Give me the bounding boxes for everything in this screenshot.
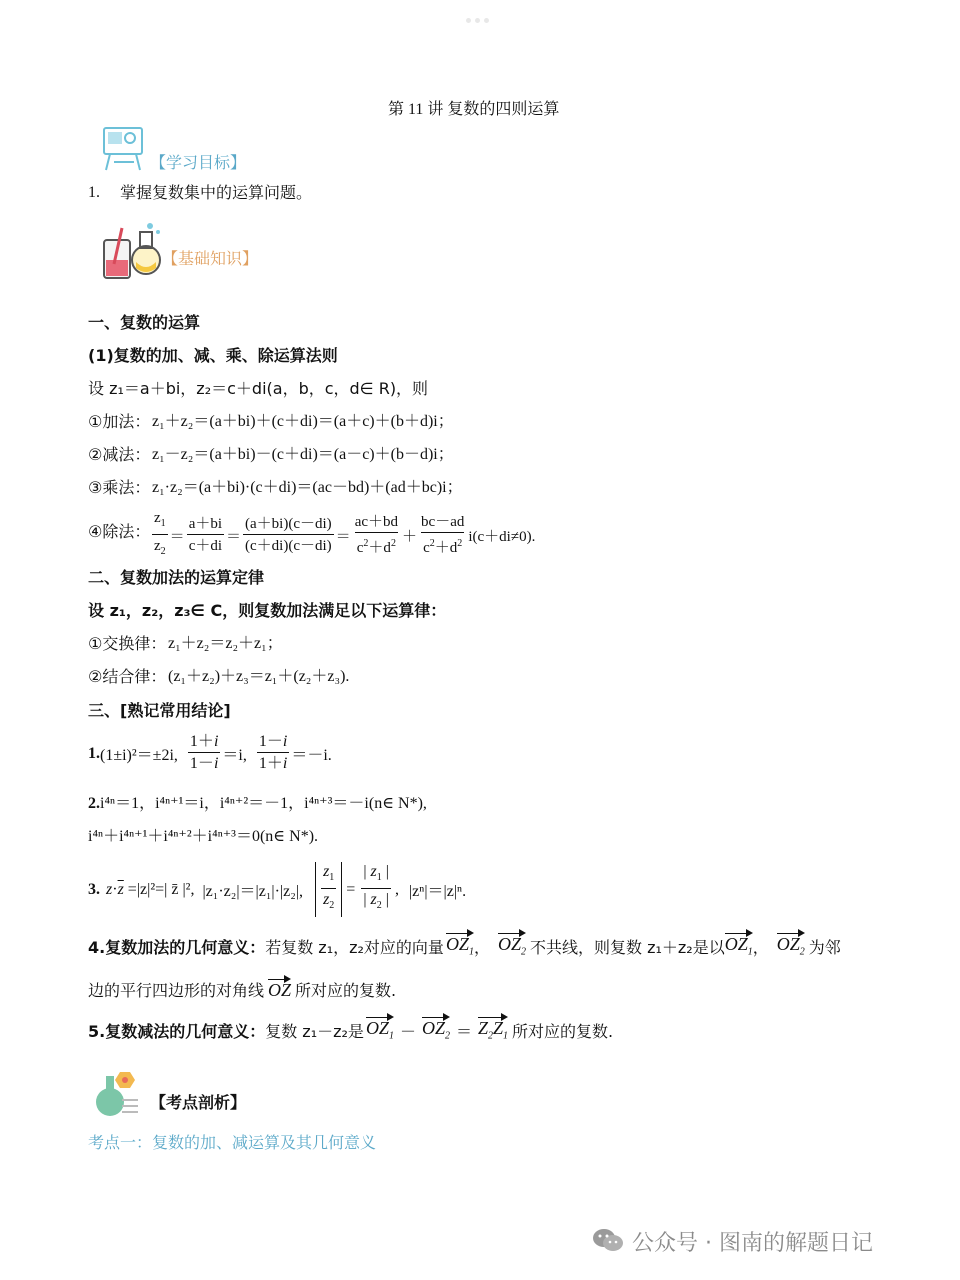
- division-tail: i(c＋di≠0).: [468, 529, 536, 545]
- subsection-heading-1: (1)复数的加、减、乘、除运算法则: [88, 346, 338, 365]
- conclusion-2-line-2: i⁴ⁿ＋i⁴ⁿ⁺¹＋i⁴ⁿ⁺²＋i⁴ⁿ⁺³＝0(n∈ N*).: [88, 828, 319, 845]
- conclusion-1-head: (1±i)²＝±2i,: [100, 747, 178, 764]
- conclusion-2-line-1: [88, 792, 427, 816]
- analysis-label: 【考点剖析】: [150, 1093, 247, 1112]
- conclusion-1-prefix: 1.: [88, 744, 100, 762]
- page-indicator-dots: [464, 8, 491, 27]
- wechat-account-label: 公众号 · 图南的解题日记: [632, 1231, 873, 1256]
- conclusion-4-line-2-a: 边的平行四边形的对角线: [88, 981, 265, 1000]
- conclusion-4-text-a: 若复数 z₁，z₂对应的向量: [265, 937, 444, 957]
- goal-item-text: 掌握复数集中的运算问题。: [120, 183, 313, 202]
- vector-oz1-b: $OZ_1$: [724, 934, 753, 958]
- page-title: 第 11 讲 复数的四则运算: [388, 101, 560, 118]
- vector-z2z1: $Z_2Z_1$: [478, 1018, 509, 1042]
- conclusion-2-prefix: 2.: [88, 795, 100, 812]
- associative-formula: (z₁＋z₂)＋z₃＝z₁＋(z₂＋z₃).: [168, 668, 350, 685]
- conclusion-4-line-2: [88, 978, 396, 1001]
- wechat-icon: [592, 1226, 624, 1254]
- division-label: ④除法：: [88, 522, 151, 541]
- conclusion-4-title: 4.复数加法的几何意义：: [88, 937, 266, 957]
- kaodian-1-heading: 考点一：复数的加、减运算及其几何意义: [88, 1133, 377, 1152]
- conclusion-3-part-2: |z₁·z₂|＝|z₁|·|z₂|,: [202, 883, 304, 901]
- vector-oz2: $OZ_2$: [497, 934, 526, 958]
- commutative-label: ①交换律：: [88, 634, 167, 653]
- basics-label: 【基础知识】: [162, 249, 259, 268]
- multiplication-formula: z₁·z₂＝(a＋bi)·(c＋di)＝(ac－bd)＋(ad＋bc)i；: [152, 479, 463, 496]
- section-heading-2: 二、复数加法的运算定律: [88, 568, 265, 587]
- conclusion-2-text-1: i⁴ⁿ＝1，i⁴ⁿ⁺¹＝i，i⁴ⁿ⁺²＝－1，i⁴ⁿ⁺³＝－i(n∈ N*),: [100, 795, 427, 812]
- basics-icon: [100, 220, 162, 282]
- vector-oz: OZ: [268, 980, 292, 1000]
- commutative-formula: z₁＋z₂＝z₂＋z₁；: [168, 635, 283, 652]
- conclusion-5-text-b: 所对应的复数.: [512, 1021, 614, 1041]
- conclusion-1-eq1: ＝i,: [222, 747, 247, 764]
- conclusion-5-text-a: 复数 z₁－z₂是: [265, 1021, 364, 1041]
- associative-label: ②结合律：: [88, 667, 167, 686]
- conclusion-1-eq2: ＝－i.: [291, 747, 332, 764]
- conclusion-4-text-b: 不共线，则复数 z₁＋z₂是以: [529, 937, 725, 957]
- addition-formula: z₁＋z₂＝(a＋bi)＋(c＋di)＝(a＋c)＋(b＋d)i；: [152, 413, 454, 430]
- division-formula: $\frac{z_1}{z_2}$ ＝ $\frac{a+bi}{c+di}$ ＝ $\frac{(a+bi)(c-di)}{(c+di)(c-di)}$ ＝ $\frac{ac+bd}{c^2+d^2}$ ＋ $\frac{bc-ad}{c^2+d^2}$ i(c＋di≠0).: [150, 508, 535, 563]
- analysis-icon: [90, 1068, 142, 1120]
- subsection-heading-2: 设 z₁，z₂，z₃∈ C，则复数加法满足以下运算律：: [88, 601, 447, 620]
- vector-oz1-c: $OZ_1$: [365, 1018, 394, 1042]
- goal-item-number: 1.: [88, 184, 100, 201]
- section-heading-1: 一、复数的运算: [88, 313, 201, 332]
- vector-oz2-c: $OZ_2$: [421, 1018, 450, 1042]
- conclusion-4-line-1: 4.复数加法的几何意义： 若复数 z₁，z₂对应的向量 $OZ_1$ ， $OZ_2$ 不共线，则复数 z₁＋z₂是以 $OZ_1$ ， $OZ_2$ 为邻: [88, 934, 841, 958]
- conclusion-5-title: 5.复数减法的几何意义：: [88, 1021, 266, 1041]
- goals-icon: [100, 124, 148, 172]
- subtraction-formula: z₁－z₂＝(a＋bi)－(c＋di)＝(a－c)＋(b－d)i；: [152, 446, 454, 463]
- addition-label: ①加法：: [88, 412, 151, 431]
- vector-oz2-b: $OZ_2$: [776, 934, 805, 958]
- setup-line: 设 z₁＝a＋bi，z₂＝c＋di(a，b，c，d∈ R)，则: [88, 379, 429, 398]
- conclusion-3: 3. z · $\overline{z}$ =|z|²=| z̄ |², |z₁·z₂|＝|z₁|·|z₂|, $\frac{z_1}{z_2}$ = $\frac{| z_1 |}{| z_2 |}$ , |zⁿ|＝|z|ⁿ.: [88, 862, 466, 917]
- conclusion-5: 5.复数减法的几何意义： 复数 z₁－z₂是 $OZ_1$ － $OZ_2$ ＝ $Z_2Z_1$ 所对应的复数.: [88, 1018, 614, 1042]
- conclusion-1: 1. (1±i)²＝±2i, $\frac{1+i}{1-i}$ ＝i, $\frac{1-i}{1+i}$ ＝－i.: [88, 732, 332, 775]
- section-heading-3: 三、[熟记常用结论]: [88, 701, 231, 720]
- conclusion-3-prefix: 3.: [88, 880, 100, 898]
- conclusion-3-part-1: =|z|²=| z̄ |²,: [127, 880, 195, 898]
- vector-oz1: $OZ_1$: [445, 934, 474, 958]
- conclusion-4-line-2-b: 所对应的复数.: [295, 981, 397, 1000]
- conclusion-4-text-c: 为邻: [808, 937, 841, 957]
- conclusion-3-part-3: |zⁿ|＝|z|ⁿ.: [408, 883, 467, 901]
- goals-label: 【学习目标】: [150, 153, 247, 172]
- multiplication-label: ③乘法：: [88, 478, 151, 497]
- subtraction-label: ②减法：: [88, 445, 151, 464]
